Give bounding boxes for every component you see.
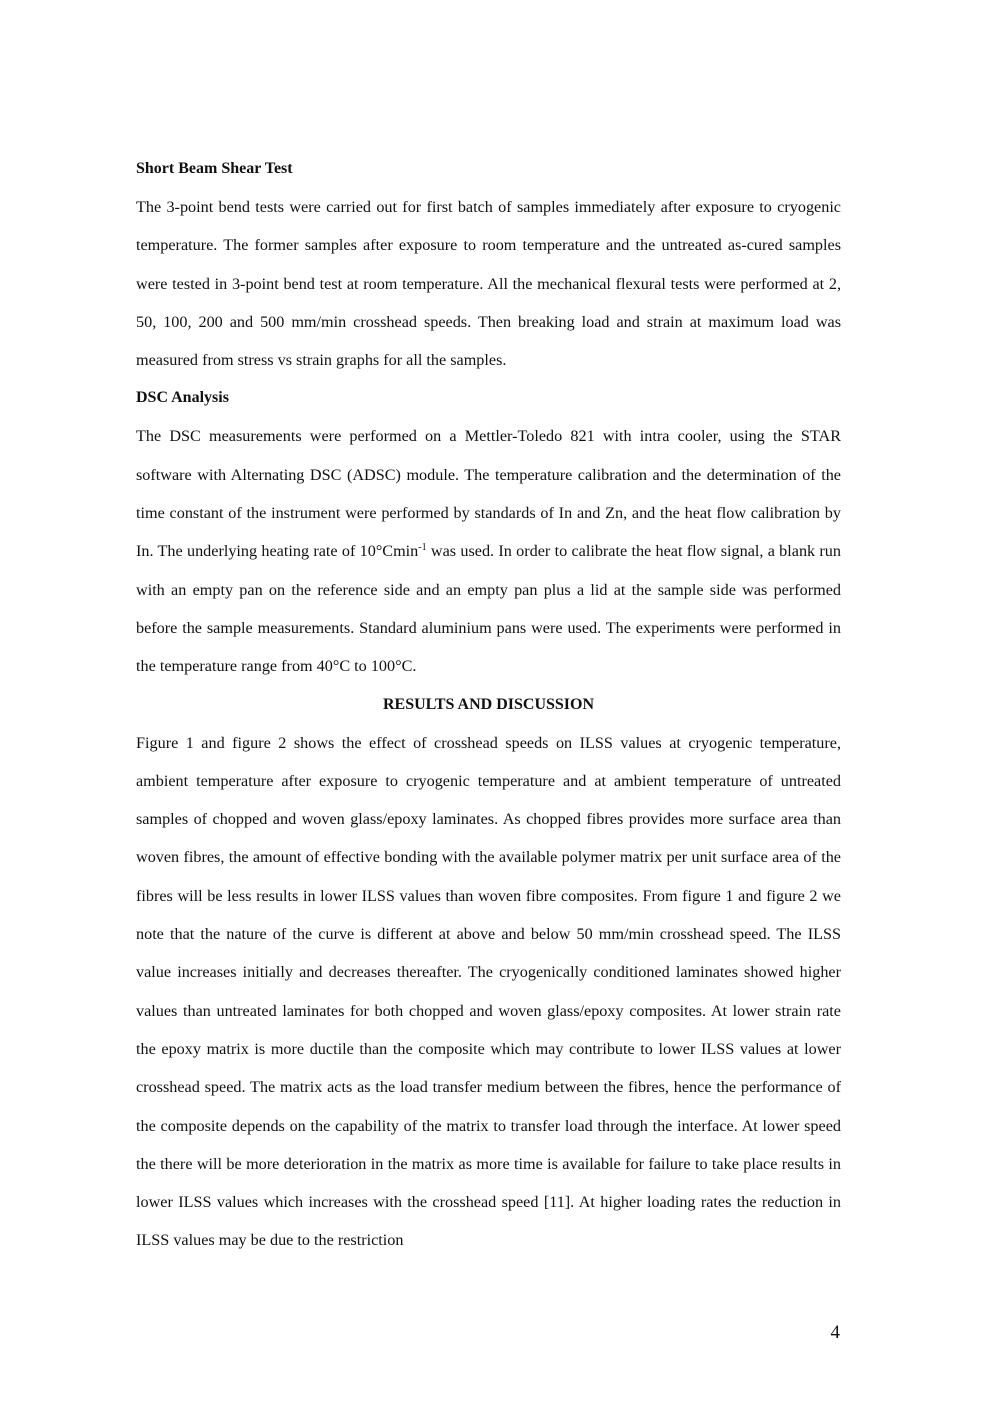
paragraph-dsc-analysis [136, 417, 841, 685]
page-content [136, 150, 841, 1260]
heading-short-beam-shear-test: Short Beam Shear Test [136, 160, 293, 177]
page-number: 4 [830, 1322, 840, 1343]
paragraph-short-beam-shear-test: The 3-point bend tests were carried out for first batch of samples immediately after exposure to cryogenic temperature. The former samples after exposure to room temperature and the untreated as-cured samples were tested in 3-point bend test at room temperature. All the mechanical flexural tests were performed at 2, 50, 100, 200 and 500 mm/min crosshead speeds. Then breaking load and strain at maximum load was measured from stress vs strain graphs for all the samples. [136, 198, 841, 370]
dsc-text-part-a: The DSC measurements were performed on a Mettler-Toledo 821 with intra cooler, using the STAR software with Alternating DSC (ADSC) module. The temperature calibration and the determination of the time constant of the instrument were performed by standards of In and Zn, and the heat flow calibration by In. The underlying heating rate of 10°Cmin [136, 427, 841, 561]
heading-dsc-analysis: DSC Analysis [136, 389, 229, 407]
heading-results-and-discussion: RESULTS AND DISCUSSION [382, 695, 595, 713]
paragraph-results-and-discussion: Figure 1 and figure 2 shows the effect of crosshead speeds on ILSS values at cryogenic temperature, ambient temperature after exposure to cryogenic temperature and at ambient temperature of untreated samples of chopped and woven glass/epoxy laminates. As chopped fibres provides more surface area than woven fibres, the amount of effective bonding with the available polymer matrix per unit surface area of the fibres will be less results in lower ILSS values than woven fibre composites. From figure 1 and figure 2 we note that the nature of the curve is different at above and below 50 mm/min crosshead speed. The ILSS value increases initially and decreases thereafter. The cryogenically conditioned laminates showed higher values than untreated laminates for both chopped and woven glass/epoxy composites. At lower strain rate the epoxy matrix is more ductile than the composite which may contribute to lower ILSS values at lower crosshead speed. The matrix acts as the load transfer medium between the fibres, hence the performance of the composite depends on the capability of the matrix to transfer load through the interface. At lower speed the there will be more deterioration in the matrix as more time is available for failure to take place results in lower ILSS values which increases with the crosshead speed [11]. At higher loading rates the reduction in ILSS values may be due to the restriction [136, 733, 841, 1250]
dsc-text-part-b: was used. In order to calibrate the heat flow signal, a blank run with an empty pan on the reference side and an empty pan plus a lid at the sample side was performed before the sample measurements. Standard aluminium pans were used. The experiments were performed in the temperature range from 40°C to 100°C. [136, 542, 841, 676]
dsc-exponent: -1 [418, 542, 427, 554]
